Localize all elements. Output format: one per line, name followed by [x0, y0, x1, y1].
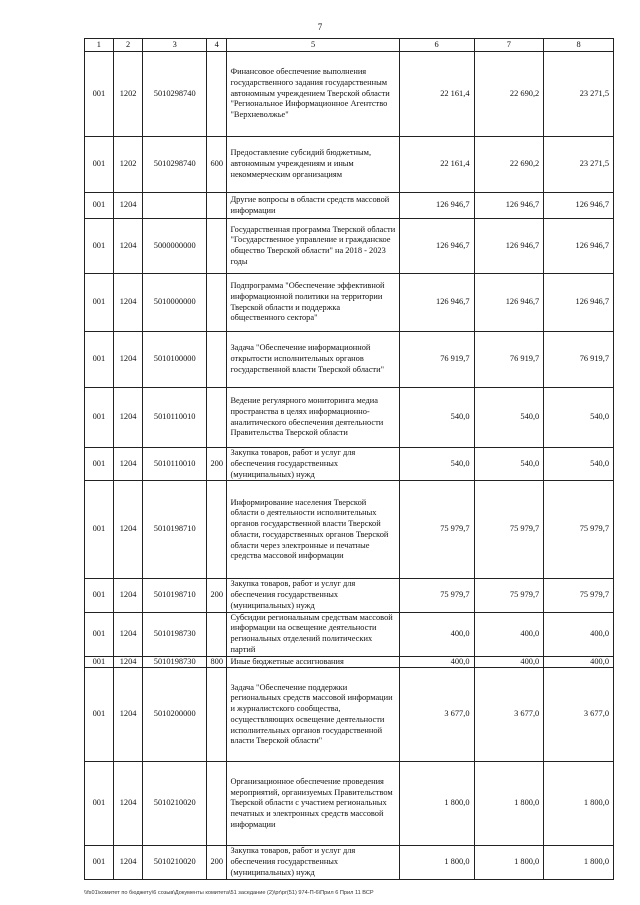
- row-cell-c4: [206, 193, 227, 219]
- row-cell-c2: 1204: [113, 219, 143, 274]
- row-cell-c8: 1 800,0: [544, 762, 614, 846]
- row-cell-c2: 1204: [113, 388, 143, 448]
- row-cell-c2: 1204: [113, 193, 143, 219]
- row-cell-c7: 3 677,0: [474, 668, 544, 762]
- row-cell-c4: [206, 481, 227, 579]
- column-header: 2: [113, 39, 143, 52]
- row-cell-c8: 1 800,0: [544, 846, 614, 879]
- row-cell-c8: 540,0: [544, 388, 614, 448]
- row-cell-c3: 5010298740: [143, 52, 207, 137]
- row-cell-c1: 001: [85, 137, 114, 193]
- row-cell-c4: [206, 332, 227, 388]
- row-cell-c6: 540,0: [399, 448, 474, 481]
- column-header: 4: [206, 39, 227, 52]
- row-cell-c1: 001: [85, 762, 114, 846]
- row-cell-c4: [206, 668, 227, 762]
- row-cell-c3: 5010210020: [143, 846, 207, 879]
- row-cell-c6: 126 946,7: [399, 193, 474, 219]
- row-cell-c4: 600: [206, 137, 227, 193]
- row-cell-c8: 75 979,7: [544, 481, 614, 579]
- row-description-cell: Организационное обеспечение проведения мероприятий, организуемых Правительством Тверской области с участием региональных печатных и электронных средств массовой информации: [227, 762, 399, 846]
- row-cell-c6: 22 161,4: [399, 137, 474, 193]
- row-cell-c3: 5010198710: [143, 481, 207, 579]
- column-header: 3: [143, 39, 207, 52]
- row-cell-c1: 001: [85, 481, 114, 579]
- row-cell-c1: 001: [85, 274, 114, 332]
- row-cell-c6: 1 800,0: [399, 846, 474, 879]
- column-header: 1: [85, 39, 114, 52]
- row-cell-c1: 001: [85, 579, 114, 612]
- row-cell-c3: 5010110010: [143, 448, 207, 481]
- row-cell-c2: 1204: [113, 481, 143, 579]
- row-cell-c2: 1202: [113, 137, 143, 193]
- row-cell-c4: 200: [206, 448, 227, 481]
- row-cell-c8: 76 919,7: [544, 332, 614, 388]
- row-cell-c1: 001: [85, 52, 114, 137]
- row-cell-c3: 5000000000: [143, 219, 207, 274]
- row-cell-c2: 1204: [113, 332, 143, 388]
- column-header: 5: [227, 39, 399, 52]
- row-cell-c6: 540,0: [399, 388, 474, 448]
- row-cell-c7: 75 979,7: [474, 481, 544, 579]
- row-cell-c3: 5010210020: [143, 762, 207, 846]
- row-cell-c1: 001: [85, 612, 114, 656]
- row-cell-c3: 5010200000: [143, 668, 207, 762]
- row-cell-c8: 540,0: [544, 448, 614, 481]
- row-cell-c1: 001: [85, 219, 114, 274]
- row-cell-c2: 1204: [113, 846, 143, 879]
- row-cell-c4: 200: [206, 846, 227, 879]
- row-cell-c7: 1 800,0: [474, 846, 544, 879]
- row-cell-c8: 23 271,5: [544, 52, 614, 137]
- table-row: [85, 668, 614, 762]
- table-row: [85, 388, 614, 448]
- row-cell-c4: 800: [206, 656, 227, 668]
- row-cell-c7: 126 946,7: [474, 219, 544, 274]
- page-number: 7: [317, 22, 323, 32]
- row-cell-c6: 400,0: [399, 612, 474, 656]
- column-header: 8: [544, 39, 614, 52]
- row-cell-c1: 001: [85, 388, 114, 448]
- row-cell-c3: 5010198710: [143, 579, 207, 612]
- row-cell-c2: 1204: [113, 612, 143, 656]
- row-cell-c8: 3 677,0: [544, 668, 614, 762]
- row-cell-c6: 3 677,0: [399, 668, 474, 762]
- row-cell-c4: [206, 388, 227, 448]
- table-row: [85, 579, 614, 612]
- table-row: [85, 448, 614, 481]
- row-cell-c8: 400,0: [544, 656, 614, 668]
- row-cell-c8: 75 979,7: [544, 579, 614, 612]
- file-path-footer: \\fs01\комитет по бюджету\6 созыв\Документы комитета\51 заседание (2)\pr\pr(51) 974-П-6\Прил 6 Прил 11 ВСР: [84, 890, 374, 896]
- row-cell-c7: 76 919,7: [474, 332, 544, 388]
- row-description-cell: Ведение регулярного мониторинга медиа пространства в целях информационно-аналитического обеспечения деятельности Правительства Тверской области: [227, 388, 399, 448]
- row-cell-c6: 75 979,7: [399, 481, 474, 579]
- row-description-cell: Финансовое обеспечение выполнения государственного задания государственным автономным учреждением Тверской области "Региональное Информационное Агентство "Верхневолжье": [227, 52, 399, 137]
- row-cell-c1: 001: [85, 448, 114, 481]
- row-cell-c7: 75 979,7: [474, 579, 544, 612]
- row-cell-c6: 126 946,7: [399, 219, 474, 274]
- row-cell-c2: 1202: [113, 52, 143, 137]
- row-cell-c8: 126 946,7: [544, 274, 614, 332]
- row-description-cell: Информирование населения Тверской области о деятельности исполнительных органов государственной власти Тверской области, государственных органов Тверской области через электронные и печатные средства массовой информации: [227, 481, 399, 579]
- row-description-cell: Другие вопросы в области средств массовой информации: [227, 193, 399, 219]
- row-cell-c1: 001: [85, 656, 114, 668]
- row-cell-c2: 1204: [113, 656, 143, 668]
- row-description-cell: Задача "Обеспечение поддержки региональных средств массовой информации и журналистского сообщества, осуществляющих освещение деятельности исполнительных органов государственной власти Тверской области": [227, 668, 399, 762]
- table-row: [85, 762, 614, 846]
- row-cell-c7: 400,0: [474, 612, 544, 656]
- table-row: [85, 481, 614, 579]
- row-cell-c3: 5010198730: [143, 612, 207, 656]
- row-cell-c6: 22 161,4: [399, 52, 474, 137]
- row-cell-c3: 5010110010: [143, 388, 207, 448]
- row-cell-c8: 126 946,7: [544, 219, 614, 274]
- row-cell-c6: 1 800,0: [399, 762, 474, 846]
- row-cell-c4: [206, 52, 227, 137]
- row-cell-c8: 126 946,7: [544, 193, 614, 219]
- row-cell-c3: 5010298740: [143, 137, 207, 193]
- table-row: [85, 846, 614, 879]
- row-description-cell: Предоставление субсидий бюджетным, автономным учреждениям и иным некоммерческим организациям: [227, 137, 399, 193]
- row-cell-c7: 540,0: [474, 448, 544, 481]
- row-description-cell: Задача "Обеспечение информационной открытости исполнительных органов государственной власти Тверской области": [227, 332, 399, 388]
- row-cell-c7: 126 946,7: [474, 193, 544, 219]
- column-header: 7: [474, 39, 544, 52]
- row-cell-c7: 22 690,2: [474, 137, 544, 193]
- row-cell-c7: 400,0: [474, 656, 544, 668]
- row-cell-c7: 22 690,2: [474, 52, 544, 137]
- row-cell-c2: 1204: [113, 579, 143, 612]
- row-cell-c6: 76 919,7: [399, 332, 474, 388]
- row-cell-c1: 001: [85, 332, 114, 388]
- table-header-row: [85, 39, 614, 52]
- row-cell-c7: 126 946,7: [474, 274, 544, 332]
- row-description-cell: Иные бюджетные ассигнования: [227, 656, 399, 668]
- row-cell-c4: [206, 219, 227, 274]
- table-row: [85, 612, 614, 656]
- table-row: [85, 52, 614, 137]
- row-description-cell: Закупка товаров, работ и услуг для обеспечения государственных (муниципальных) нужд: [227, 846, 399, 879]
- row-cell-c7: 540,0: [474, 388, 544, 448]
- row-cell-c2: 1204: [113, 762, 143, 846]
- row-cell-c7: 1 800,0: [474, 762, 544, 846]
- row-cell-c3: [143, 193, 207, 219]
- row-cell-c4: [206, 274, 227, 332]
- column-header: 6: [399, 39, 474, 52]
- table-row: [85, 219, 614, 274]
- row-description-cell: Государственная программа Тверской области "Государственное управление и гражданское общество Тверской области" на 2018 - 2023 годы: [227, 219, 399, 274]
- row-cell-c2: 1204: [113, 448, 143, 481]
- row-cell-c6: 75 979,7: [399, 579, 474, 612]
- row-cell-c6: 400,0: [399, 656, 474, 668]
- row-description-cell: Подпрограмма "Обеспечение эффективной информационной политики на территории Тверской области и поддержка общественного сектора": [227, 274, 399, 332]
- row-cell-c8: 400,0: [544, 612, 614, 656]
- row-description-cell: Закупка товаров, работ и услуг для обеспечения государственных (муниципальных) нужд: [227, 579, 399, 612]
- row-cell-c3: 5010100000: [143, 332, 207, 388]
- row-cell-c2: 1204: [113, 668, 143, 762]
- table-row: [85, 193, 614, 219]
- row-cell-c8: 23 271,5: [544, 137, 614, 193]
- row-cell-c1: 001: [85, 668, 114, 762]
- table-row: [85, 656, 614, 668]
- row-cell-c3: 5010000000: [143, 274, 207, 332]
- row-cell-c4: [206, 762, 227, 846]
- row-cell-c3: 5010198730: [143, 656, 207, 668]
- table-row: [85, 274, 614, 332]
- row-cell-c2: 1204: [113, 274, 143, 332]
- row-description-cell: Субсидии региональным средствам массовой информации на освещение деятельности региональных отделений политических партий: [227, 612, 399, 656]
- table-row: [85, 332, 614, 388]
- row-cell-c6: 126 946,7: [399, 274, 474, 332]
- row-cell-c4: 200: [206, 579, 227, 612]
- row-cell-c4: [206, 612, 227, 656]
- row-cell-c1: 001: [85, 193, 114, 219]
- budget-table: [84, 38, 614, 880]
- row-cell-c1: 001: [85, 846, 114, 879]
- table-row: [85, 137, 614, 193]
- row-description-cell: Закупка товаров, работ и услуг для обеспечения государственных (муниципальных) нужд: [227, 448, 399, 481]
